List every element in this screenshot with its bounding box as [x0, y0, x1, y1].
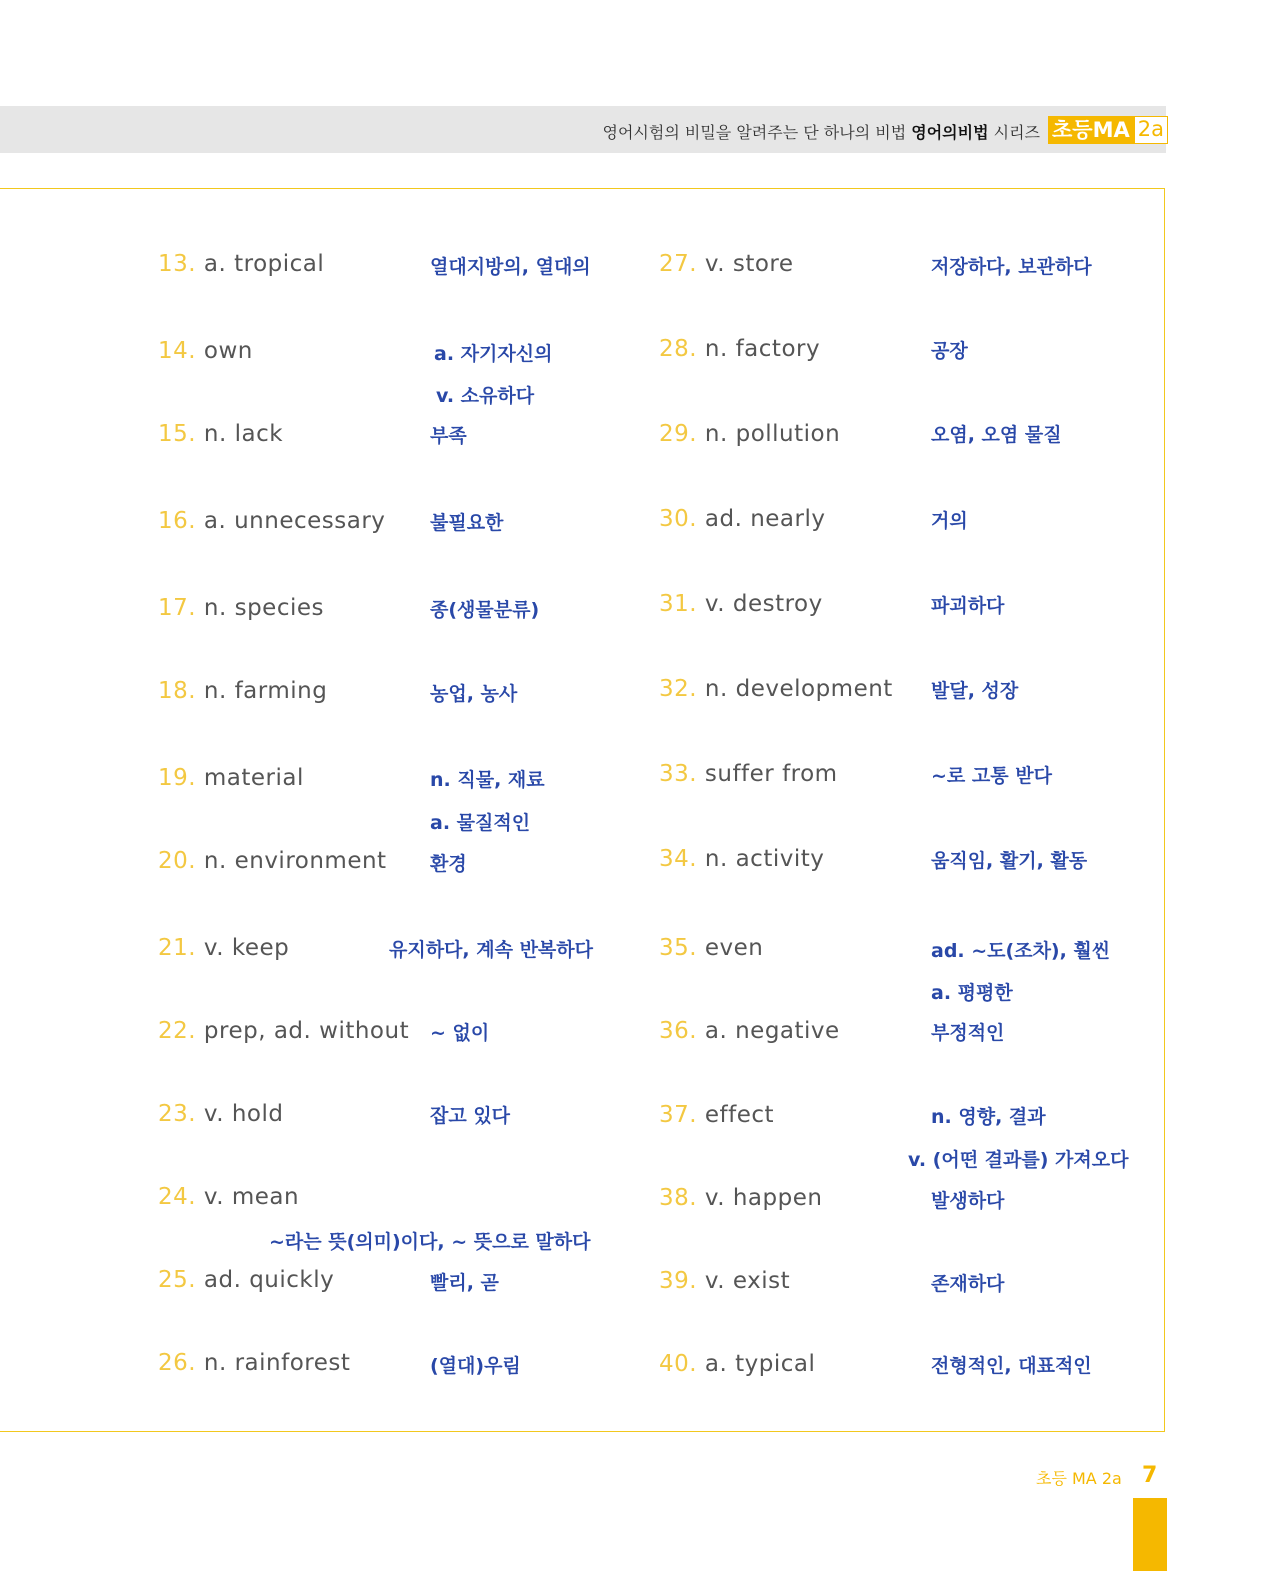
term-word: n. factory [704, 336, 821, 362]
definition-38: 발생하다 [931, 1190, 1005, 1212]
definition-14-verb: v. 소유하다 [436, 385, 535, 407]
term-number: 37. [659, 1102, 698, 1128]
definition-29: 오염, 오염 물질 [931, 424, 1062, 446]
term-number: 19. [158, 765, 197, 791]
term-38 [659, 1185, 822, 1211]
definition-13: 열대지방의, 열대의 [430, 256, 591, 278]
term-37 [659, 1102, 774, 1128]
header-tagline: 영어시험의 비밀을 알려주는 단 하나의 비법 [602, 123, 907, 142]
header-tagline-line [603, 120, 1040, 143]
term-number: 21. [158, 935, 197, 961]
term-word: ad. quickly [203, 1267, 335, 1293]
definition-24: ~라는 뜻(의미)이다, ~ 뜻으로 말하다 [269, 1231, 591, 1253]
footer-label: 초등 MA 2a [1036, 1469, 1122, 1488]
term-40 [659, 1351, 815, 1377]
definition-18: 농업, 농사 [430, 683, 518, 705]
definition-23: 잡고 있다 [430, 1105, 511, 1127]
term-number: 22. [158, 1018, 197, 1044]
definition-34: 움직임, 활기, 활동 [931, 850, 1088, 872]
term-number: 40. [659, 1351, 698, 1377]
term-number: 23. [158, 1101, 197, 1127]
term-number: 13. [158, 251, 197, 277]
term-number: 34. [659, 846, 698, 872]
term-word: n. environment [203, 848, 387, 874]
term-28 [659, 336, 820, 362]
term-number: 36. [659, 1018, 698, 1044]
definition-37-verb: v. (어떤 결과를) 가져오다 [908, 1149, 1129, 1171]
term-word: material [203, 765, 304, 791]
term-24 [158, 1184, 299, 1210]
term-15 [158, 421, 283, 447]
term-26 [158, 1350, 350, 1376]
definition-20: 환경 [430, 853, 467, 875]
definition-17: 종(생물분류) [430, 599, 540, 621]
term-word: n. lack [203, 421, 284, 447]
definition-28: 공장 [931, 340, 968, 362]
definition-22: ~ 없이 [430, 1022, 490, 1044]
term-34 [659, 846, 824, 872]
term-word: effect [704, 1102, 775, 1128]
term-word: own [203, 338, 253, 364]
term-21 [158, 935, 289, 961]
definition-30: 거의 [931, 510, 968, 532]
definition-31: 파괴하다 [931, 595, 1005, 617]
brand-logo [1048, 116, 1168, 144]
term-word: n. species [203, 595, 324, 621]
term-number: 24. [158, 1184, 197, 1210]
term-word: prep, ad. without [203, 1018, 410, 1044]
term-number: 31. [659, 591, 698, 617]
definition-14-adjective: a. 자기자신의 [434, 343, 553, 365]
term-22 [158, 1018, 409, 1044]
term-number: 30. [659, 506, 698, 532]
term-word: v. store [704, 251, 794, 277]
definition-33: ~로 고통 받다 [931, 765, 1052, 787]
term-29 [659, 421, 840, 447]
brand-sub: 2a [1134, 116, 1168, 144]
term-word: a. negative [704, 1018, 840, 1044]
term-word: v. exist [704, 1268, 791, 1294]
term-word: v. keep [203, 935, 290, 961]
term-word: even [704, 935, 764, 961]
term-number: 35. [659, 935, 698, 961]
header-series-name: 영어의비법 [911, 123, 989, 142]
term-33 [659, 761, 838, 787]
term-word: suffer from [704, 761, 838, 787]
term-number: 28. [659, 336, 698, 362]
term-word: n. rainforest [203, 1350, 351, 1376]
term-number: 29. [659, 421, 698, 447]
definition-19-noun: n. 직물, 재료 [430, 769, 545, 791]
definition-39: 존재하다 [931, 1273, 1005, 1295]
term-word: a. typical [704, 1351, 816, 1377]
page-number: 7 [1142, 1463, 1158, 1488]
term-19 [158, 765, 304, 791]
term-23 [158, 1101, 283, 1127]
page-tab [1133, 1498, 1167, 1571]
term-25 [158, 1267, 334, 1293]
term-word: ad. nearly [704, 506, 826, 532]
term-20 [158, 848, 387, 874]
term-number: 33. [659, 761, 698, 787]
term-number: 27. [659, 251, 698, 277]
term-number: 38. [659, 1185, 698, 1211]
term-word: v. hold [203, 1101, 284, 1127]
term-word: n. activity [704, 846, 825, 872]
term-number: 20. [158, 848, 197, 874]
definition-32: 발달, 성장 [931, 680, 1019, 702]
term-number: 26. [158, 1350, 197, 1376]
term-number: 18. [158, 678, 197, 704]
definition-25: 빨리, 곧 [430, 1272, 499, 1294]
term-word: n. farming [203, 678, 328, 704]
term-number: 25. [158, 1267, 197, 1293]
term-word: v. mean [203, 1184, 300, 1210]
brand-main: 초등MA [1048, 116, 1134, 144]
term-number: 15. [158, 421, 197, 447]
term-30 [659, 506, 826, 532]
term-number: 39. [659, 1268, 698, 1294]
term-number: 32. [659, 676, 698, 702]
term-word: v. destroy [704, 591, 823, 617]
term-word: a. unnecessary [203, 508, 386, 534]
term-number: 16. [158, 508, 197, 534]
definition-26: (열대)우림 [430, 1355, 521, 1377]
definition-21: 유지하다, 계속 반복하다 [389, 939, 593, 961]
term-36 [659, 1018, 840, 1044]
term-39 [659, 1268, 790, 1294]
term-number: 17. [158, 595, 197, 621]
term-17 [158, 595, 324, 621]
term-word: v. happen [704, 1185, 823, 1211]
term-31 [659, 591, 823, 617]
definition-19-adjective: a. 물질적인 [430, 812, 531, 834]
term-word: n. pollution [704, 421, 841, 447]
definition-15: 부족 [430, 425, 467, 447]
term-35 [659, 935, 763, 961]
definition-40: 전형적인, 대표적인 [931, 1355, 1092, 1377]
term-32 [659, 676, 893, 702]
term-number: 14. [158, 338, 197, 364]
definition-35-adverb: ad. ~도(조차), 훨씬 [931, 940, 1111, 962]
definition-37-noun: n. 영향, 결과 [931, 1106, 1046, 1128]
definition-27: 저장하다, 보관하다 [931, 256, 1092, 278]
definition-36: 부정적인 [931, 1022, 1005, 1044]
definition-16: 불필요한 [430, 512, 504, 534]
term-13 [158, 251, 324, 277]
term-word: n. development [704, 676, 893, 702]
header-series-suffix: 시리즈 [993, 123, 1040, 142]
term-18 [158, 678, 327, 704]
term-27 [659, 251, 794, 277]
term-word: a. tropical [203, 251, 325, 277]
term-14 [158, 338, 253, 364]
term-16 [158, 508, 385, 534]
definition-35-adjective: a. 평평한 [931, 982, 1013, 1004]
